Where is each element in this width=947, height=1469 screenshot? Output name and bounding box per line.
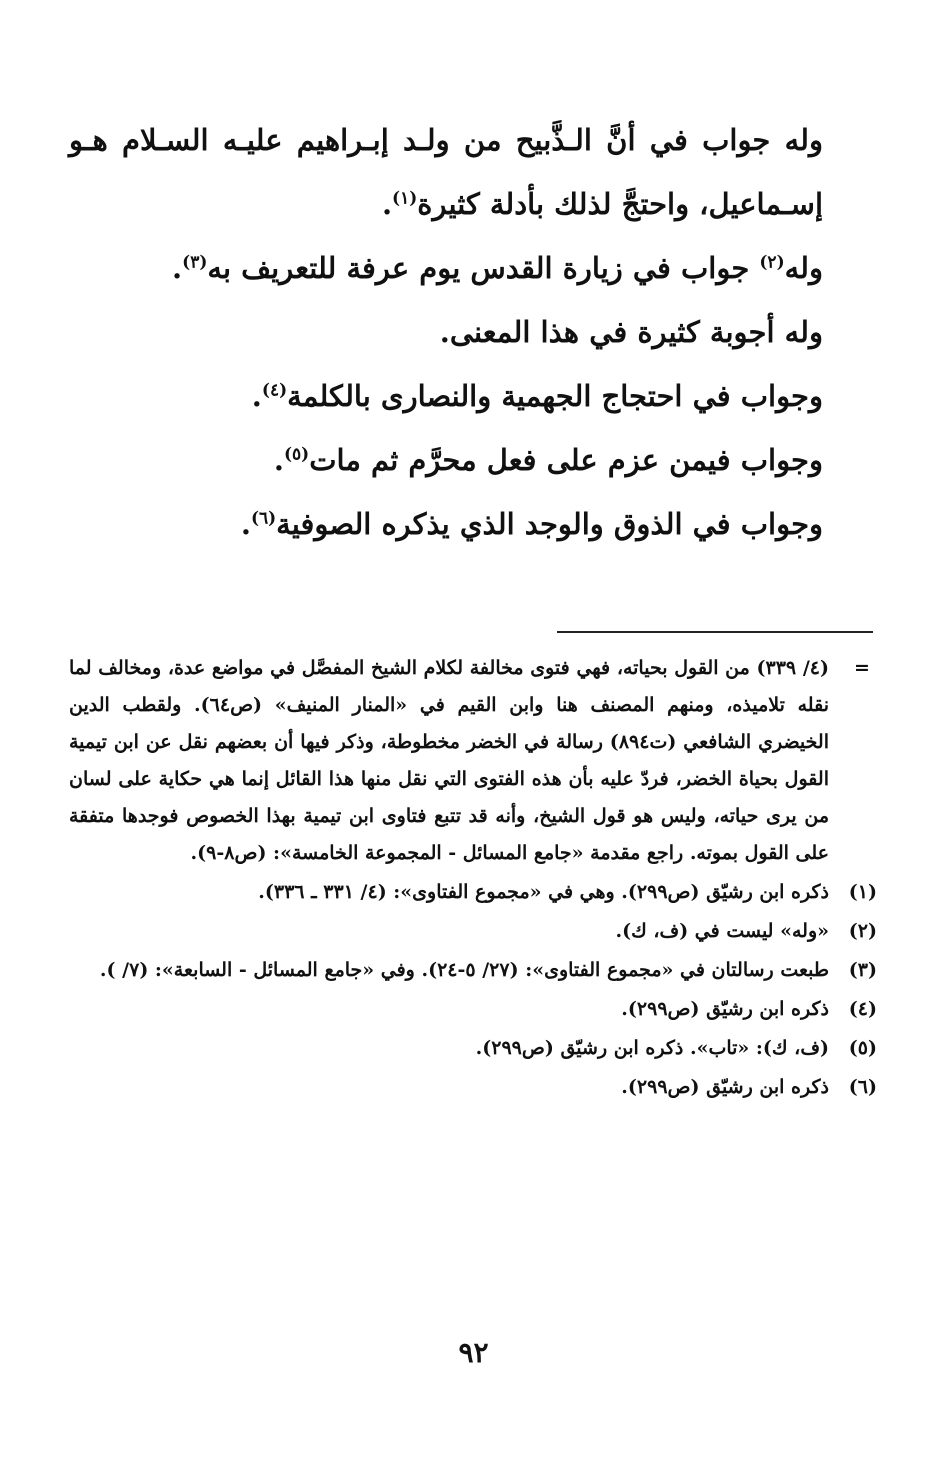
paragraph-end: . [240, 507, 251, 541]
footnote-5 [69, 1030, 877, 1067]
footnote-text: ذكره ابن رشيّق (ص٢٩٩). [621, 1076, 829, 1098]
footnote-text: «وله» ليست في (ف، ك). [615, 920, 829, 942]
footnote-ref-3: (٣) [182, 252, 208, 273]
footnote-number: (٤) [848, 998, 877, 1020]
footnote-ref-6: (٦) [250, 508, 277, 529]
footnote-text: (ف، ك): «تاب». ذكره ابن رشيّق (ص٢٩٩). [475, 1037, 829, 1059]
paragraph-text: وجواب في الذوق والوجد الذي يذكره الصوفية [276, 507, 823, 541]
continuation-text: (٤/ ٣٣٩) من القول بحياته، فهي فتوى مخالفة لكلام الشيخ المفصَّل في مواضع عدة، ومخالف لما نقله تلاميذه، ومنهم المصنف هنا وابن القيم في «المنار المنيف» (ص٦٤). ولقطب الدين الخيضري الشافعي (ت٨٩٤) رسالة في الخضر مخطوطة، وذكر فيها أن بعضهم نقل عن ابن تيمية القول بحياة الخضر، فردّ عليه بأن هذه الفتوى التي نقل منها هذا القائل إنما هي حكاية على لسان من يرى حياته، وليس هو قول الشيخ، وأنه قد تتبع فتاوى ابن تيمية بهذا الخصوص فوجدها متفقة على القول بموته. راجع مقدمة «جامع المسائل - المجموعة الخامسة»: (ص٨-٩). [69, 657, 829, 864]
footnote-text: ذكره ابن رشيّق (ص٢٩٩). [621, 998, 829, 1020]
footnote-number: (٦) [848, 1076, 877, 1098]
paragraph-text: وجواب في احتجاج الجهمية والنصارى بالكلمة [287, 379, 823, 413]
paragraph-text: وجواب فيمن عزم على فعل محرَّم ثم مات [309, 443, 823, 477]
footnote-4 [69, 991, 877, 1028]
footnote-3 [69, 952, 877, 989]
paragraph-end: . [273, 443, 284, 477]
footnote-6 [69, 1069, 877, 1106]
paragraph-quds [69, 236, 877, 300]
footnote-number: (١) [848, 881, 877, 903]
paragraph-end: . [251, 379, 262, 413]
paragraph-ajwiba: وله أجوبة كثيرة في هذا المعنى. [439, 315, 823, 349]
footnote-number: (٣) [848, 959, 877, 981]
footnote-ref-2: (٢) [759, 252, 785, 273]
paragraph-muharram [69, 428, 877, 492]
footnote-number: (٥) [848, 1037, 877, 1059]
footnotes [69, 650, 877, 1106]
paragraph-jahmiyya [69, 364, 877, 428]
paragraph-end: . [381, 187, 393, 221]
paragraph-sufiyya [69, 492, 877, 556]
footnote-1 [69, 874, 877, 911]
paragraph-text: جواب في زيارة القدس يوم عرفة للتعريف به [207, 251, 760, 285]
footnote-ref-1: (١) [392, 188, 418, 209]
footnote-ref-4: (٤) [261, 380, 288, 401]
page-number: ٩٢ [458, 1336, 489, 1369]
footnote-text: طبعت رسالتان في «مجموع الفتاوى»: (٢٧/ ٥-٢٤). وفي «جامع المسائل - السابعة»: (٧/ ). [99, 959, 829, 981]
footnote-text: ذكره ابن رشيّق (ص٢٩٩). وهي في «مجموع الفتاوى»: (٤/ ٣٣١ ـ ٣٣٦). [258, 881, 829, 903]
footnote-2 [69, 913, 877, 950]
main-text [69, 108, 877, 556]
paragraph-text: وله [784, 251, 823, 285]
footnote-number: (٢) [848, 920, 877, 942]
paragraph-end: . [172, 251, 183, 285]
footnote-ref-5: (٥) [283, 444, 310, 465]
footnote-divider [557, 631, 873, 633]
paragraph-text: وله جواب في أنَّ الـذَّبيح من ولـد إبـراهيم عليـه السـلام هـو إسـماعيل، واحتجَّ لذلك بأدلة كثيرة [69, 123, 823, 221]
paragraph-dhabih [69, 108, 877, 236]
continuation-marker: = [854, 657, 870, 679]
footnote-continuation [69, 650, 877, 872]
